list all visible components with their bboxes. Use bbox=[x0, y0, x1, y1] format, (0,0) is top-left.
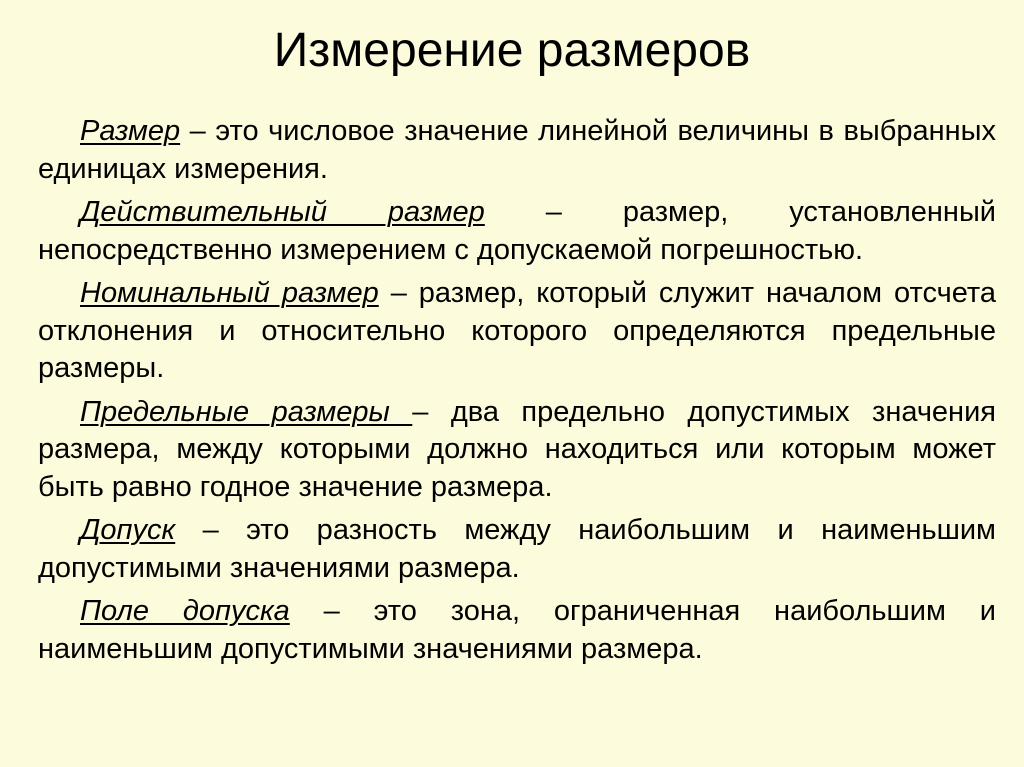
definition-actual-size bbox=[38, 194, 996, 269]
definition-limit-sizes bbox=[38, 394, 996, 507]
definition-tolerance bbox=[38, 512, 996, 587]
definition-nominal-size-text: – размер, который служит началом отсчета отклонения и относительно которого определяются предельные размеры. bbox=[38, 277, 996, 384]
definition-tolerance-zone-text: – это зона, ограниченная наибольшим и наименьшим допустимыми значениями размера. bbox=[38, 595, 996, 665]
definition-nominal-size bbox=[38, 275, 996, 388]
slide-title: Измерение размеров bbox=[273, 24, 751, 77]
definition-size bbox=[38, 113, 996, 188]
definition-tolerance-text: – это разность между наибольшим и наименьшим допустимыми значениями размера. bbox=[38, 514, 996, 584]
definition-tolerance-zone bbox=[38, 593, 996, 668]
term-limit-sizes: Предельные размеры bbox=[80, 395, 413, 428]
term-actual-size: Действительный размер bbox=[80, 196, 485, 228]
definition-size-text: – это числовое значение линейной величины в выбранных единицах измерения. bbox=[38, 115, 996, 185]
term-size: Размер bbox=[80, 115, 181, 147]
definition-limit-sizes-text: – два предельно допустимых значения размера, между которыми должно находиться или которым может быть равно годное значение размера. bbox=[38, 395, 996, 503]
term-tolerance-zone: Поле допуска bbox=[80, 595, 290, 627]
definitions-list bbox=[38, 113, 996, 674]
definition-actual-size-text: – размер, установленный непосредственно измерением с допускаемой погрешностью. bbox=[38, 196, 996, 266]
term-nominal-size: Номинальный размер bbox=[80, 277, 379, 309]
term-tolerance: Допуск bbox=[80, 514, 176, 546]
